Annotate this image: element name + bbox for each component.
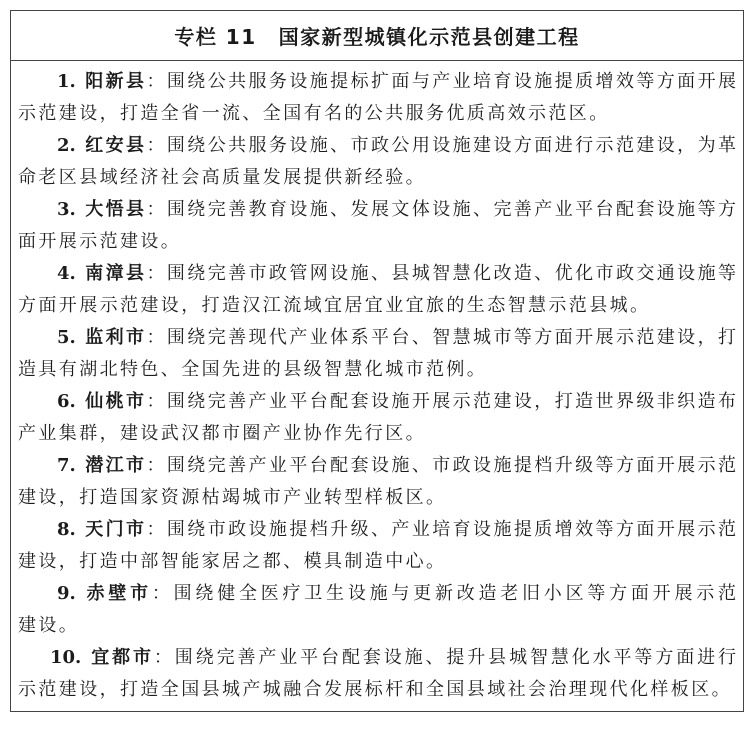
item-text: ：围绕完善现代产业体系平台、智慧城市等方面开展示范建设，打 xyxy=(146,327,736,348)
column-title xyxy=(11,11,743,61)
item-number: 6. xyxy=(57,391,76,412)
item-first-line xyxy=(18,194,736,226)
item-second-line: 方面开展示范建设，打造汉江流域宜居宜业宜旅的生态智慧示范县城。 xyxy=(18,295,651,316)
item-text: ：围绕健全医疗卫生设施与更新改造老旧小区等方面开展示范 xyxy=(151,583,736,604)
item-text: ：围绕完善产业平台配套设施、提升县城智慧化水平等方面进行 xyxy=(153,647,736,668)
item-county-name: 宜都市 xyxy=(88,647,154,668)
item-first-line xyxy=(18,66,736,98)
item-county-name: 南漳县 xyxy=(82,263,147,284)
item-first-line xyxy=(18,578,736,610)
item-second-line: 建设，打造中部智能家居之都、模具制造中心。 xyxy=(18,551,447,572)
item-county-name: 阳新县 xyxy=(82,71,147,92)
item-text: ：围绕公共服务设施、市政公用设施建设方面进行示范建设，为革 xyxy=(146,135,736,156)
item-second-line: 建设，打造国家资源枯竭城市产业转型样板区。 xyxy=(18,487,447,508)
item-county-name: 仙桃市 xyxy=(82,391,147,412)
item-text: ：围绕完善产业平台配套设施、市政设施提档升级等方面开展示范 xyxy=(146,455,736,476)
list-item xyxy=(18,194,736,258)
list-item xyxy=(18,66,736,130)
item-number: 2. xyxy=(57,135,76,156)
item-number: 4. xyxy=(57,263,76,284)
column-number: 专栏 11 xyxy=(174,25,257,49)
item-number: 10. xyxy=(50,647,82,668)
item-number: 3. xyxy=(57,199,76,220)
item-text: ：围绕完善教育设施、发展文体设施、完善产业平台配套设施等方 xyxy=(146,199,736,220)
list-item xyxy=(18,386,736,450)
item-second-line: 面开展示范建设。 xyxy=(18,231,182,252)
list-item xyxy=(18,514,736,578)
item-second-line: 建设。 xyxy=(18,615,80,636)
item-first-line xyxy=(18,258,736,290)
item-second-line: 示范建设，打造全国县城产城融合发展标杆和全国县域社会治理现代化样板区。 xyxy=(18,679,732,700)
item-first-line xyxy=(18,642,736,674)
item-county-name: 潜江市 xyxy=(82,455,147,476)
list-item xyxy=(18,578,736,642)
item-first-line xyxy=(18,130,736,162)
list-item xyxy=(18,642,736,706)
list-item xyxy=(18,322,736,386)
item-text: ：围绕完善产业平台配套设施开展示范建设，打造世界级非织造布 xyxy=(146,391,736,412)
item-county-name: 监利市 xyxy=(82,327,147,348)
item-first-line xyxy=(18,450,736,482)
item-county-name: 红安县 xyxy=(82,135,147,156)
column-heading: 国家新型城镇化示范县创建工程 xyxy=(278,25,580,49)
column-content xyxy=(11,61,743,706)
item-county-name: 赤壁市 xyxy=(82,583,152,604)
item-text: ：围绕市政设施提档升级、产业培育设施提质增效等方面开展示范 xyxy=(146,519,736,540)
list-item xyxy=(18,258,736,322)
item-first-line xyxy=(18,514,736,546)
item-number: 1. xyxy=(57,71,76,92)
item-number: 8. xyxy=(57,519,76,540)
item-number: 7. xyxy=(57,455,76,476)
column-box xyxy=(10,10,744,712)
item-county-name: 天门市 xyxy=(82,519,147,540)
item-text: ：围绕公共服务设施提标扩面与产业培育设施提质增效等方面开展 xyxy=(146,71,736,92)
item-text: ：围绕完善市政管网设施、县城智慧化改造、优化市政交通设施等 xyxy=(146,263,736,284)
item-second-line: 产业集群，建设武汉都市圈产业协作先行区。 xyxy=(18,423,426,444)
item-second-line: 造具有湖北特色、全国先进的县级智慧化城市范例。 xyxy=(18,359,488,380)
item-first-line xyxy=(18,322,736,354)
item-county-name: 大悟县 xyxy=(82,199,147,220)
item-second-line: 示范建设，打造全省一流、全国有名的公共服务优质高效示范区。 xyxy=(18,103,610,124)
item-number: 5. xyxy=(57,327,76,348)
list-item xyxy=(18,450,736,514)
list-item xyxy=(18,130,736,194)
item-second-line: 命老区县域经济社会高质量发展提供新经验。 xyxy=(18,167,426,188)
item-number: 9. xyxy=(57,583,76,604)
item-first-line xyxy=(18,386,736,418)
